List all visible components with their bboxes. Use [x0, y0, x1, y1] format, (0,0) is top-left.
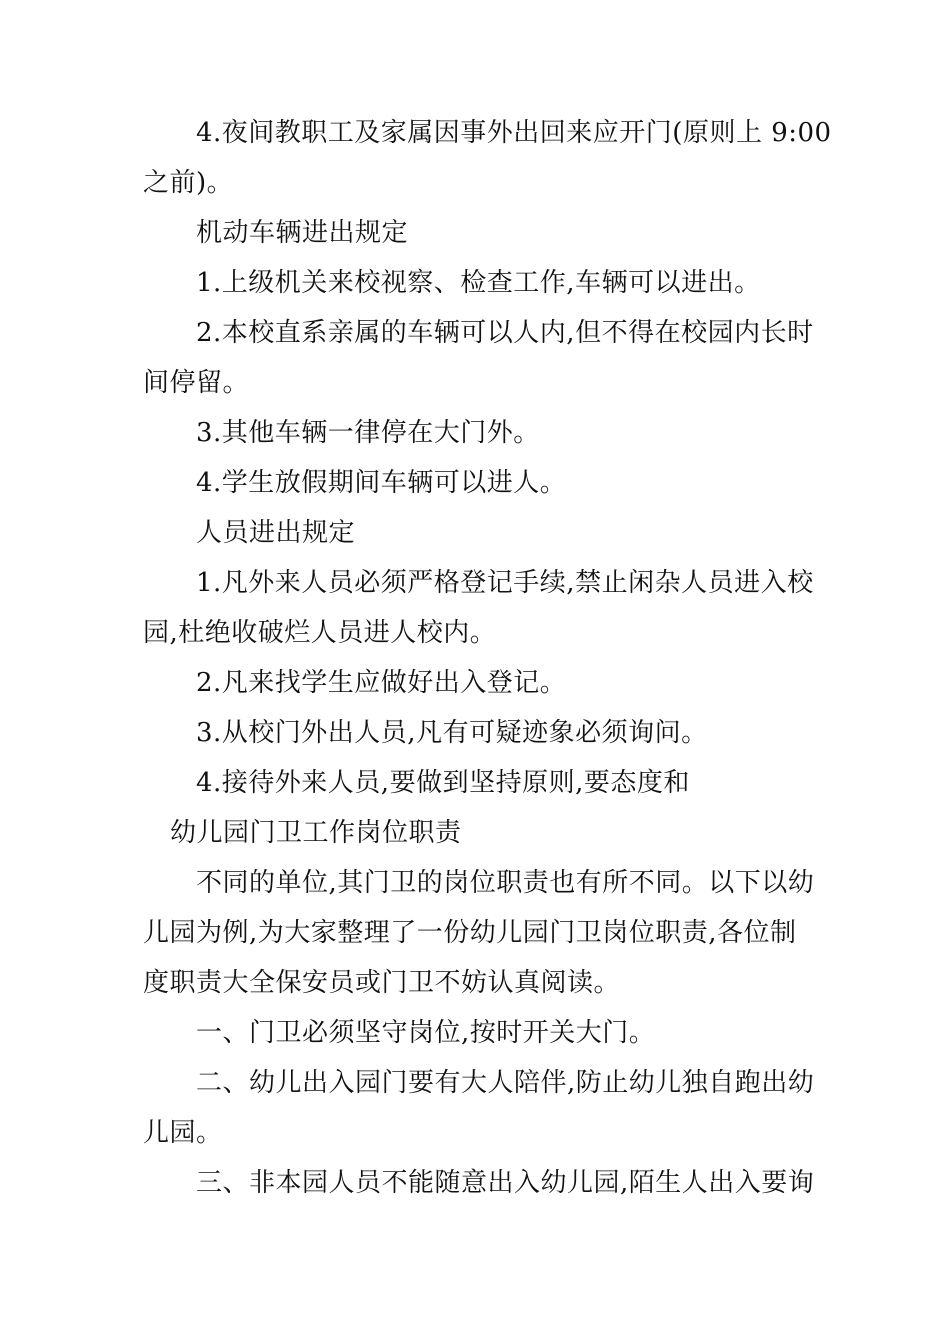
- paragraph-line-14: 4.接待外来人员,要做到坚持原则,要态度和: [196, 768, 690, 798]
- paragraph-line-19: 一、门卫必须坚守岗位,按时开关大门。: [196, 1018, 656, 1048]
- paragraph-line-20: 二、幼儿出入园门要有大人陪伴,防止幼儿独自跑出幼: [196, 1068, 815, 1098]
- section-heading-vehicles: 机动车辆进出规定: [196, 218, 409, 248]
- paragraph-line-17: 儿园为例,为大家整理了一份幼儿园门卫岗位职责,各位制: [143, 918, 797, 948]
- paragraph-line-8: 4.学生放假期间车辆可以进人。: [196, 468, 567, 498]
- paragraph-line-21: 儿园。: [143, 1118, 223, 1148]
- paragraph-line-7: 3.其他车辆一律停在大门外。: [196, 418, 540, 448]
- section-title-kindergarten: 幼儿园门卫工作岗位职责: [170, 818, 462, 848]
- paragraph-line-13: 3.从校门外出人员,凡有可疑迹象必须询问。: [196, 718, 708, 748]
- paragraph-line-11: 园,杜绝收破烂人员进人校内。: [143, 618, 497, 648]
- paragraph-line-12: 2.凡来找学生应做好出入登记。: [196, 668, 567, 698]
- paragraph-line-5: 2.本校直系亲属的车辆可以人内,但不得在校园内长时: [196, 318, 814, 348]
- paragraph-line-2: 之前)。: [143, 168, 234, 198]
- paragraph-line-1: 4.夜间教职工及家属因事外出回来应开门(原则上 9:00: [196, 118, 832, 148]
- paragraph-line-18: 度职责大全保安员或门卫不妨认真阅读。: [143, 968, 621, 998]
- paragraph-line-10: 1.凡外来人员必须严格登记手续,禁止闲杂人员进入校: [196, 568, 814, 598]
- section-heading-personnel: 人员进出规定: [196, 518, 356, 548]
- paragraph-line-4: 1.上级机关来校视察、检查工作,车辆可以进出。: [196, 268, 761, 298]
- paragraph-line-6: 间停留。: [143, 368, 250, 398]
- paragraph-line-22: 三、非本园人员不能随意出入幼儿园,陌生人出入要询: [196, 1168, 815, 1198]
- paragraph-line-16: 不同的单位,其门卫的岗位职责也有所不同。以下以幼: [196, 868, 815, 898]
